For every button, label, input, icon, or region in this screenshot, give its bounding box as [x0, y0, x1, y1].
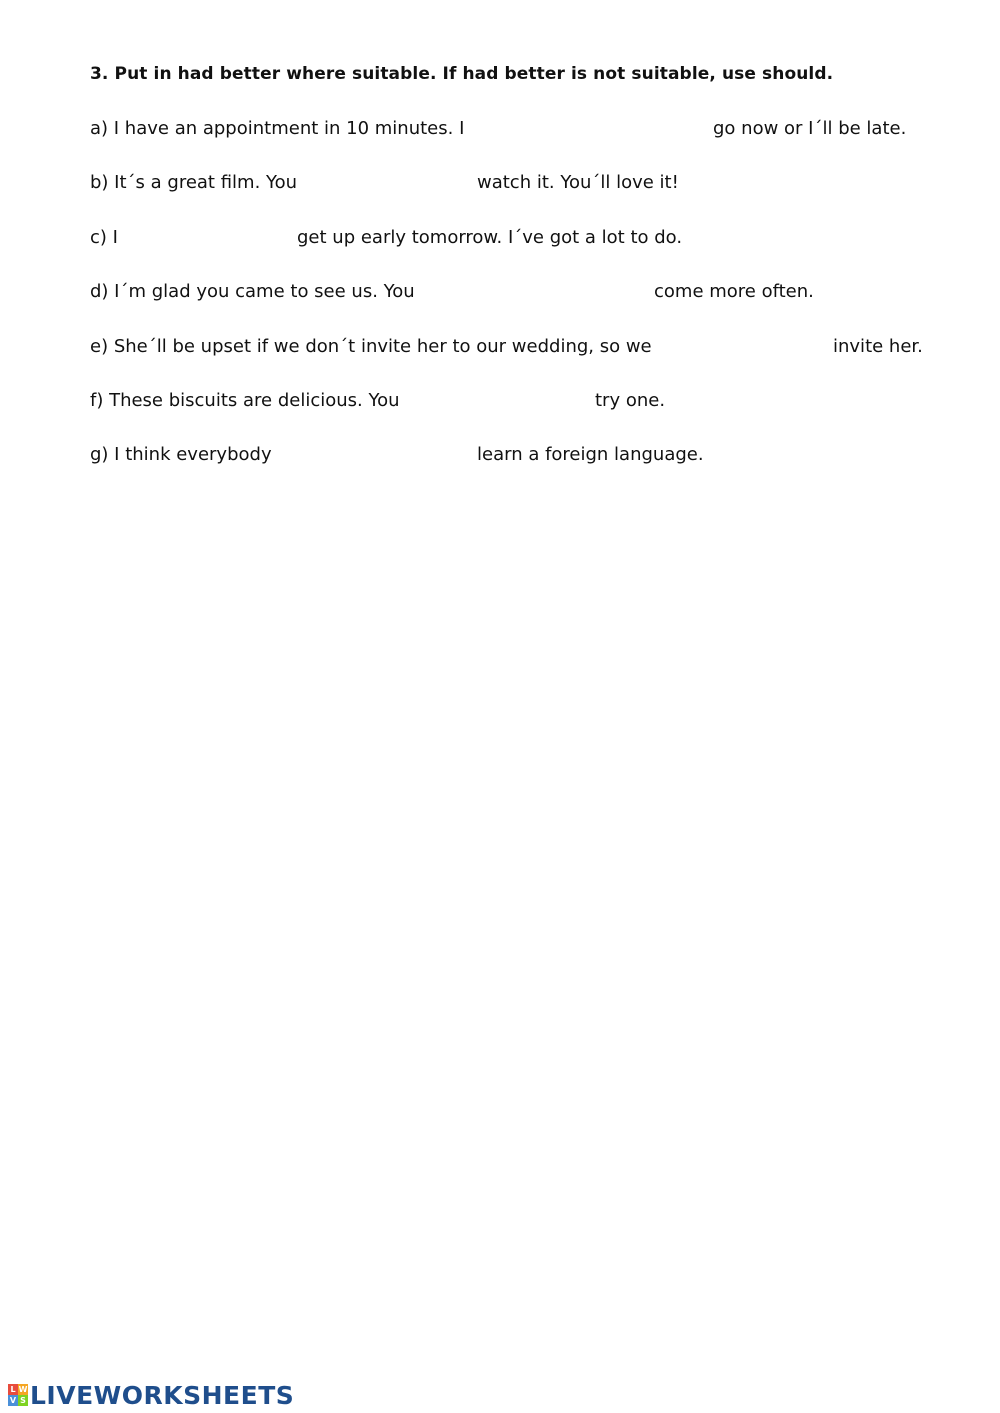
item-d-text-after: come more often. — [654, 281, 814, 302]
item-g-text-before: g) I think everybody — [90, 444, 272, 465]
liveworksheets-logo-icon: L W V S — [9, 1385, 28, 1405]
item-e-answer-input[interactable] — [680, 338, 829, 364]
item-g-answer-input[interactable] — [288, 446, 472, 472]
exercise-item-e — [90, 336, 970, 366]
item-b-answer-input[interactable] — [315, 174, 474, 200]
item-c-text-before: c) I — [90, 227, 118, 248]
item-f-text-after: try one. — [595, 390, 666, 411]
item-b-text-before: b) It´s a great film. You — [90, 172, 298, 193]
exercise-item-g — [90, 444, 970, 474]
item-e-text-before: e) She´ll be upset if we don´t invite her to our wedding, so we — [90, 336, 652, 357]
exercise-item-c — [90, 227, 970, 257]
exercise-item-a — [90, 118, 970, 148]
item-a-text-before: a) I have an appointment in 10 minutes. I — [90, 118, 465, 139]
item-g-text-after: learn a foreign language. — [477, 444, 704, 465]
exercise-item-d — [90, 281, 970, 311]
item-c-answer-input[interactable] — [130, 229, 294, 255]
exercise-heading: 3. Put in had better where suitable. If had better is not suitable, use should. — [90, 64, 834, 84]
item-e-text-after: invite her. — [833, 336, 923, 357]
item-d-answer-input[interactable] — [433, 283, 647, 309]
item-a-text-after: go now or I´ll be late. — [713, 118, 907, 139]
item-a-answer-input[interactable] — [495, 120, 709, 146]
liveworksheets-logo-text: LIVEWORKSHEETS — [30, 1380, 295, 1410]
item-f-answer-input[interactable] — [413, 392, 592, 418]
liveworksheets-footer[interactable] — [8, 1382, 294, 1408]
item-b-text-after: watch it. You´ll love it! — [477, 172, 679, 193]
exercise-item-f — [90, 390, 970, 420]
item-f-text-before: f) These biscuits are delicious. You — [90, 390, 400, 411]
exercise-item-b — [90, 172, 970, 202]
item-d-text-before: d) I´m glad you came to see us. You — [90, 281, 415, 302]
item-c-text-after: get up early tomorrow. I´ve got a lot to do. — [297, 227, 683, 248]
